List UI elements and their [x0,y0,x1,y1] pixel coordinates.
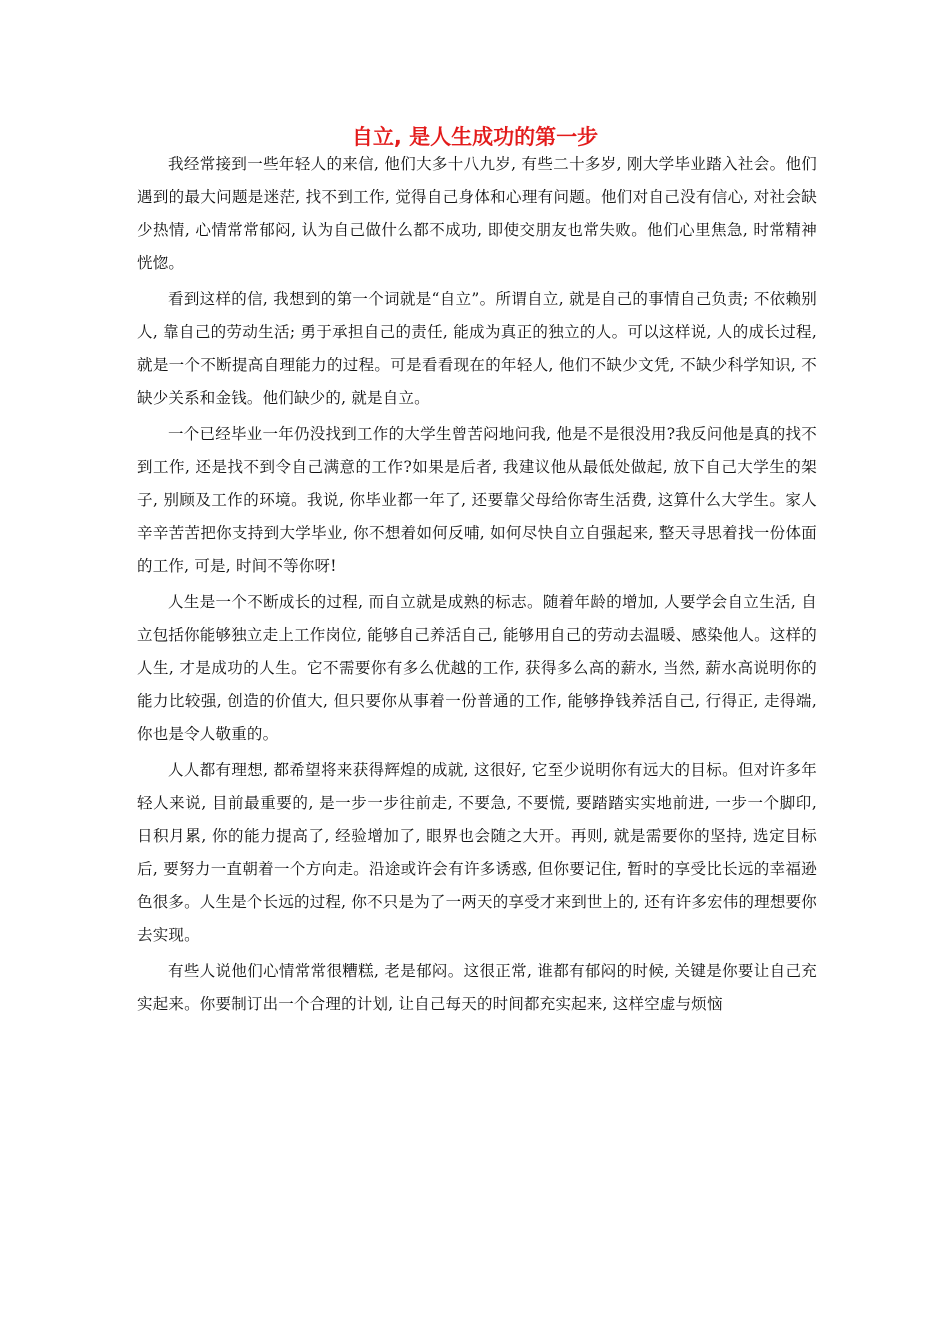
article-body [137,148,817,1021]
paragraph-6: 有些人说他们心情常常很糟糕, 老是郁闷。这很正常, 谁都有郁闷的时候, 关键是你要让自己充实起来。你要制订出一个合理的计划, 让自己每天的时间都充实起来, 这样空虚与烦恼 [137,962,817,1013]
paragraph-4: 人生是一个不断成长的过程, 而自立就是成熟的标志。随着年龄的增加, 人要学会自立生活, 自立包括你能够独立走上工作岗位, 能够自己养活自己, 能够用自己的劳动去温暖、感染他人。这样的人生, 才是成功的人生。它不需要你有多么优越的工作, 获得多么高的薪水, 当然, 薪水高说明你的能力比较强, 创造的价值大, 但只要你从事着一份普通的工作, 能够挣钱养活自己, 行得正, 走得端, 你也是令人敬重的。 [137,593,817,743]
page-title: 自立, 是人生成功的第一步 [351,125,599,149]
paragraph-5: 人人都有理想, 都希望将来获得辉煌的成就, 这很好, 它至少说明你有远大的目标。但对许多年轻人来说, 目前最重要的, 是一步一步往前走, 不要急, 不要慌, 要踏踏实实地前进, 一步一个脚印, 日积月累, 你的能力提高了, 经验增加了, 眼界也会随之大开。再则, 就是需要你的坚持, 选定目标后, 要努力一直朝着一个方向走。沿途或许会有许多诱惑, 但你要记住, 暂时的享受比长远的幸福逊色很多。人生是个长远的过程, 你不只是为了一两天的享受才来到世上的, 还有许多宏伟的理想要你去实现。 [137,761,817,944]
paragraph-3: 一个已经毕业一年仍没找到工作的大学生曾苦闷地问我, 他是不是很没用?我反问他是真的找不到工作, 还是找不到令自己满意的工作?如果是后者, 我建议他从最低处做起, 放下自己大学生的架子, 别顾及工作的环境。我说, 你毕业都一年了, 还要靠父母给你寄生活费, 这算什么大学生。家人辛辛苦苦把你支持到大学毕业, 你不想着如何反哺, 如何尽快自立自强起来, 整天寻思着找一份体面的工作, 可是, 时间不等你呀! [137,425,817,575]
paragraph-1: 我经常接到一些年轻人的来信, 他们大多十八九岁, 有些二十多岁, 刚大学毕业踏入社会。他们遇到的最大问题是迷茫, 找不到工作, 觉得自己身体和心理有问题。他们对自己没有信心, 对社会缺少热情, 心情常常郁闷, 认为自己做什么都不成功, 即使交朋友也常失败。他们心里焦急, 时常精神恍惚。 [137,155,817,272]
paragraph-2: 看到这样的信, 我想到的第一个词就是“自立”。所谓自立, 就是自己的事情自己负责; 不依赖别人, 靠自己的劳动生活; 勇于承担自己的责任, 能成为真正的独立的人。可以这样说, 人的成长过程, 就是一个不断提高自理能力的过程。可是看看现在的年轻人, 他们不缺少文凭, 不缺少科学知识, 不缺少关系和金钱。他们缺少的, 就是自立。 [137,290,817,407]
